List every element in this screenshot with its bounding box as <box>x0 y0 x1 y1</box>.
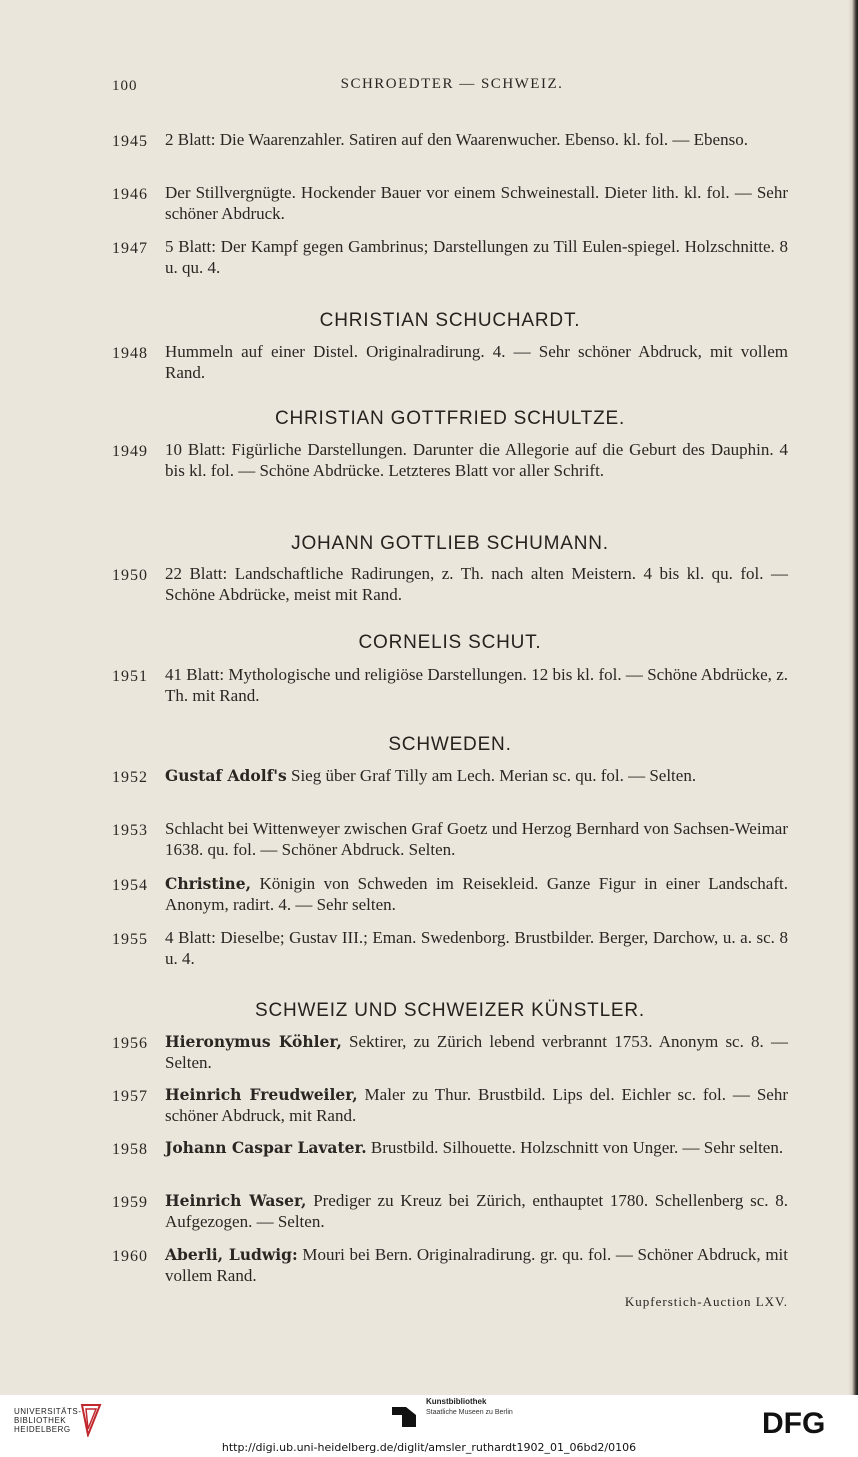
catalog-entry <box>112 1244 788 1286</box>
section-heading: SCHWEIZ UND SCHWEIZER KÜNSTLER. <box>254 1000 646 1021</box>
entry-text <box>165 1244 788 1286</box>
page-number: 100 <box>112 78 138 94</box>
entry-number: 1947 <box>112 240 148 257</box>
dfg-logo-text: DFG <box>762 1407 826 1437</box>
section-heading: CHRISTIAN GOTTFRIED SCHULTZE. <box>274 408 626 429</box>
entry-number: 1945 <box>112 133 148 150</box>
catalog-entry <box>112 1190 788 1232</box>
entry-number: 1957 <box>112 1088 148 1105</box>
library-name-line: HEIDELBERG <box>14 1425 71 1434</box>
entry-number: 1955 <box>112 931 148 948</box>
source-url[interactable]: http://digi.ub.uni-heidelberg.de/diglit/amsler_ruthardt1902_01_06bd2/0106 <box>221 1441 637 1454</box>
entry-description: Sektirer, zu Zürich lebend verbrannt 1753. Anonym sc. 8. — Selten. <box>165 1032 788 1072</box>
catalog-entry <box>112 927 788 969</box>
page-header <box>112 76 792 96</box>
entry-number: 1952 <box>112 769 148 786</box>
entry-text <box>165 1031 788 1073</box>
catalog-entry <box>112 873 788 915</box>
library-logo-icon <box>78 1403 104 1437</box>
catalog-entry <box>112 129 788 150</box>
entry-description: Prediger zu Kreuz bei Zürich, enthauptet 1780. Schellenberg sc. 8. Aufgezogen. — Selten. <box>165 1191 789 1231</box>
entry-name: Gustaf Adolf's <box>165 766 287 785</box>
entry-text: Schlacht bei Wittenweyer zwischen Graf Goetz und Herzog Bernhard von Sachsen-Weimar 1638. qu. fol. — Schöner Abdruck. Selten. <box>165 819 788 859</box>
section-heading: CHRISTIAN SCHUCHARDT. <box>319 310 581 331</box>
catalog-entry <box>112 236 788 278</box>
entry-number: 1953 <box>112 822 148 839</box>
entry-name: Christine, <box>165 874 251 893</box>
entry-text: Der Stillvergnügte. Hockender Bauer vor einem Schweinestall. Dieter lith. kl. fol. — Sehr schöner Abdruck. <box>165 183 788 223</box>
entry-number: 1948 <box>112 345 148 362</box>
catalog-entry <box>112 563 788 605</box>
entry-number: 1950 <box>112 567 148 584</box>
entry-description: Königin von Schweden im Reisekleid. Ganze Figur in einer Landschaft. Anonym, radirt. 4. — Sehr selten. <box>165 874 788 914</box>
entry-number: 1959 <box>112 1194 148 1211</box>
entry-text <box>165 1084 788 1126</box>
library-name-line: UNIVERSITÄTS- <box>14 1407 82 1416</box>
catalog-entry <box>112 1084 788 1126</box>
entry-number: 1960 <box>112 1248 148 1265</box>
entry-text: 2 Blatt: Die Waarenzahler. Satiren auf den Waarenwucher. Ebenso. kl. fol. — Ebenso. <box>165 130 748 149</box>
catalog-entry <box>112 1137 788 1158</box>
entry-text: 4 Blatt: Dieselbe; Gustav III.; Eman. Swedenborg. Brustbilder. Berger, Darchow, u. a. sc. 8 u. 4. <box>165 928 788 968</box>
section-heading: SCHWEDEN. <box>388 734 512 755</box>
kunstbibliothek-logo-icon <box>392 1401 416 1427</box>
catalog-entry <box>112 765 788 786</box>
kunstbibliothek-title: Kunstbibliothek <box>426 1397 487 1406</box>
section-heading: CORNELIS SCHUT. <box>358 632 542 653</box>
entry-number: 1956 <box>112 1035 148 1052</box>
catalog-entry <box>112 664 788 706</box>
entry-text <box>165 873 788 915</box>
entry-text: 10 Blatt: Figürliche Darstellungen. Darunter die Allegorie auf die Geburt des Dauphin. 4 bis kl. fol. — Schöne Abdrücke. Letzteres Blatt vor aller Schrift. <box>165 440 788 480</box>
section-heading: JOHANN GOTTLIEB SCHUMANN. <box>291 533 609 554</box>
repository-strip <box>0 1395 858 1457</box>
dfg-logo-icon <box>760 1407 848 1437</box>
entry-description: Sieg über Graf Tilly am Lech. Merian sc. qu. fol. — Selten. <box>286 766 697 785</box>
catalog-entry <box>112 182 788 224</box>
entry-description: Brustbild. Silhouette. Holzschnitt von Unger. — Sehr selten. <box>366 1138 784 1157</box>
entry-description: Maler zu Thur. Brustbild. Lips del. Eichler sc. fol. — Sehr schöner Abdruck, mit Rand. <box>165 1085 788 1125</box>
catalog-entry <box>112 439 788 481</box>
page-edge-shadow <box>848 0 858 1395</box>
entry-text: 5 Blatt: Der Kampf gegen Gambrinus; Darstellungen zu Till Eulen-spiegel. Holzschnitte. 8 u. qu. 4. <box>165 237 788 277</box>
page-footer: Kupferstich-Auction LXV. <box>624 1294 788 1309</box>
library-name-line: BIBLIOTHEK <box>14 1416 67 1425</box>
entry-description: Mouri bei Bern. Originalradirung. gr. qu. fol. — Schöner Abdruck, mit vollem Rand. <box>165 1245 788 1285</box>
entry-number: 1946 <box>112 186 148 203</box>
catalog-entry <box>112 818 788 860</box>
entry-name: Hieronymus Köhler, <box>165 1032 342 1051</box>
entry-name: Heinrich Freudweiler, <box>165 1085 358 1104</box>
running-head: SCHROEDTER — SCHWEIZ. <box>340 76 564 92</box>
kunstbibliothek-subtitle: Staatliche Museen zu Berlin <box>426 1409 513 1416</box>
library-name <box>14 1407 81 1434</box>
entry-name: Heinrich Waser, <box>165 1191 307 1210</box>
entry-number: 1949 <box>112 443 148 460</box>
catalog-entry <box>112 341 788 383</box>
entry-text: 22 Blatt: Landschaftliche Radirungen, z. Th. nach alten Meistern. 4 bis kl. qu. fol. — Schöne Abdrücke, meist mit Rand. <box>165 564 788 604</box>
entry-name: Johann Caspar Lavater. <box>165 1138 367 1157</box>
entry-text <box>165 765 788 786</box>
entry-text <box>165 1190 788 1232</box>
entry-text: 41 Blatt: Mythologische und religiöse Darstellungen. 12 bis kl. fol. — Schöne Abdrücke, z. Th. mit Rand. <box>165 665 788 705</box>
entry-name: Aberli, Ludwig: <box>165 1245 298 1264</box>
entry-number: 1951 <box>112 668 148 685</box>
entry-text: Hummeln auf einer Distel. Originalradirung. 4. — Sehr schöner Abdruck, mit vollem Rand. <box>165 342 788 382</box>
entry-number: 1954 <box>112 877 148 894</box>
entry-number: 1958 <box>112 1141 148 1158</box>
catalog-entry <box>112 1031 788 1073</box>
entry-text <box>165 1137 788 1158</box>
